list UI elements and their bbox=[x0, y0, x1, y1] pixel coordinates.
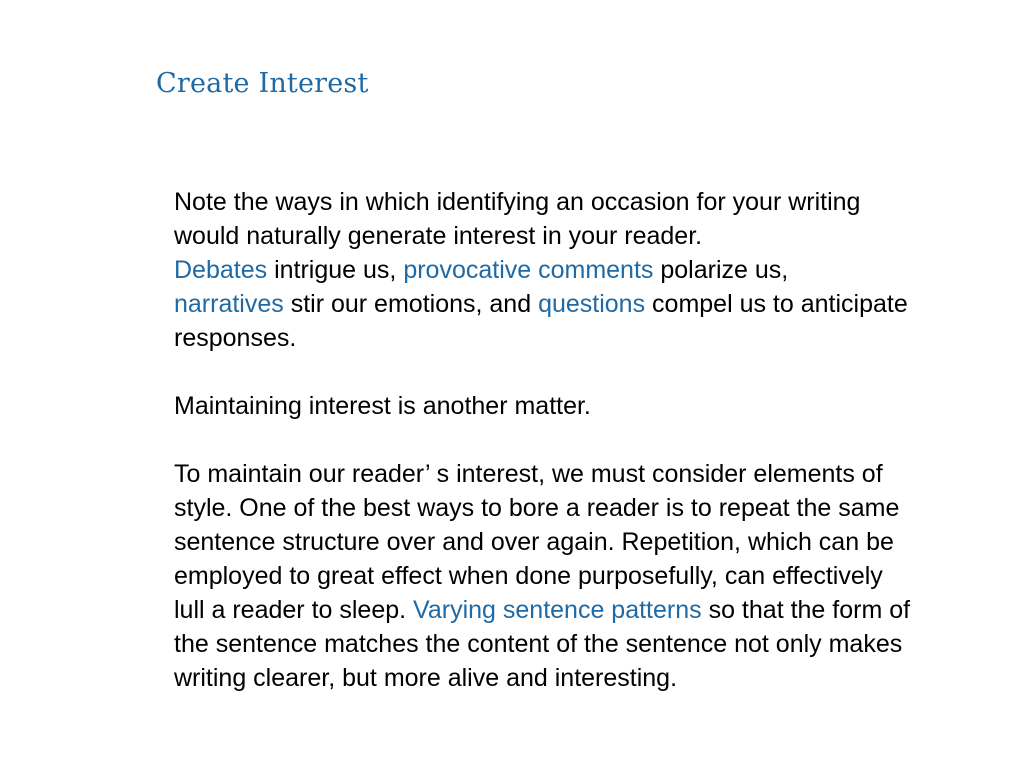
term-narratives: narratives bbox=[174, 290, 284, 318]
slide-body bbox=[174, 185, 914, 695]
text-stir: stir our emotions, and bbox=[283, 290, 539, 318]
term-debates: Debates bbox=[174, 256, 268, 284]
paragraph-style bbox=[174, 457, 914, 695]
text-polarize: polarize us, bbox=[653, 256, 789, 284]
paragraph-style-conclusion: so that the form of the sentence matches the content of the sentence not only makes writing clearer, but more alive and interesting. bbox=[174, 596, 911, 692]
term-questions: questions bbox=[538, 290, 646, 318]
paragraph-style-text: To maintain our reader’ s interest, we must consider elements of style. One of the best ways to bore a reader is to repeat the same sentence structure over and over again. Repetition, which can be employed to great effect when done purposefully, can effectively lull a reader to sleep. bbox=[174, 460, 900, 624]
term-provocative-comments: provocative comments bbox=[403, 256, 654, 284]
paragraph-occasion bbox=[174, 185, 914, 355]
text-intrigue: intrigue us, bbox=[267, 256, 404, 284]
slide-title: Create Interest bbox=[156, 68, 369, 99]
text-compel: compel us to anticipate responses. bbox=[174, 290, 908, 352]
term-varying-sentence-patterns: Varying sentence patterns bbox=[413, 596, 702, 624]
paragraph-maintaining: Maintaining interest is another matter. bbox=[174, 392, 591, 420]
paragraph-occasion-intro: Note the ways in which identifying an occasion for your writing would naturally generate interest in your reader. bbox=[174, 188, 861, 250]
